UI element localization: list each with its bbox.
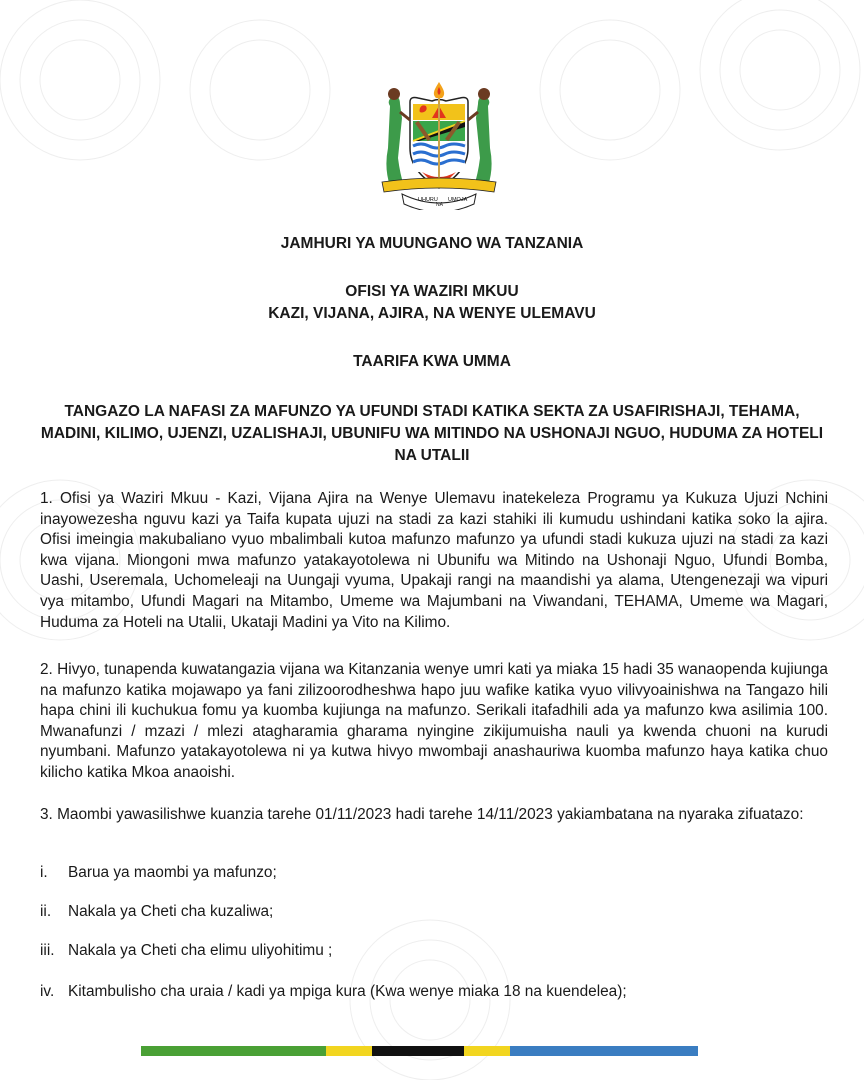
list-item-text: Nakala ya Cheti cha elimu uliyohitimu ; (68, 942, 333, 959)
paragraph-3: 3. Maombi yawasilishwe kuanzia tarehe 01/11/2023 hadi tarehe 14/11/2023 yakiambatana na nyaraka zifuatazo: (40, 806, 804, 823)
list-item-text: Barua ya maombi ya mafunzo; (68, 864, 277, 881)
flag-bar-blue (510, 1046, 698, 1056)
list-numeral: iv. (40, 983, 55, 1000)
office-line-1: OFISI YA WAZIRI MKUU (345, 283, 519, 300)
list-item-text: Kitambulisho cha uraia / kadi ya mpiga kura (Kwa wenye miaka 18 na kuendelea); (68, 983, 627, 1000)
office-line-2: KAZI, VIJANA, AJIRA, NA WENYE ULEMAVU (268, 305, 596, 322)
flag-bar-black (372, 1046, 464, 1056)
emblem-ribbon-left-text: UHURU (418, 197, 438, 203)
office-heading (40, 281, 824, 325)
list-numeral: i. (40, 864, 48, 881)
list-item-text: Nakala ya Cheti cha kuzaliwa; (68, 903, 274, 920)
announcement-title: TANGAZO LA NAFASI ZA MAFUNZO YA UFUNDI STADI KATIKA SEKTA ZA USAFIRISHAJI, TEHAMA, MADINI, KILIMO, UJENZI, UZALISHAJI, UBUNIFU WA MITINDO NA USHONAJI NGUO, HUDUMA ZA HOTELI NA UTALII (40, 403, 824, 464)
flag-bar-yellow-2 (464, 1046, 510, 1056)
list-item (40, 864, 277, 882)
list-numeral: ii. (40, 903, 52, 920)
paragraph-2: 2. Hivyo, tunapenda kuwatangazia vijana wa Kitanzania wenye umri kati ya miaka 15 hadi 35 wanaopenda kujiunga na mafunzo katika mojawapo ya fani zilizoorodheshwa hapo juu wafike katika vyuo vilivyoainishwa na Tangazo hili hapa chini ili kuchukua fomu ya kuomba kujiunga na mafunzo. Serikali itafadhili ada ya mafunzo kwa asilimia 100. Mwanafunzi / mzazi / mlezi atagharamia gharama nyingine zikijumuisha nauli ya kwenda chuoni na kurudi nyumbani. Mafunzo yatakayotolewa ni ya kutwa hivyo mwombaji anashauriwa kuomba mafunzo haya katika chuo kilicho katika Mkoa anaoishi. (40, 661, 828, 781)
list-numeral: iii. (40, 942, 55, 959)
coat-of-arms-emblem (376, 78, 502, 210)
emblem-ribbon-middle-text: NA (436, 202, 443, 208)
list-item (40, 903, 273, 921)
emblem-ribbon-right-text: UMOJA (448, 197, 468, 203)
paragraph-1: 1. Ofisi ya Waziri Mkuu - Kazi, Vijana Ajira na Wenye Ulemavu inatekeleza Programu ya Kukuza Ujuzi Nchini inayowezesha nguvu kazi ya Taifa kupata ujuzi na stadi za kazi stahiki ili kumudu ushindani katika soko la ajira. Ofisi imeingia makubaliano vyuo mbalimbali kutoa mafunzo mafunzo ya ufundi stadi kukuza ujuzi na stadi za kazi kwa vijana. Miongoni mwa mafunzo yatakayotolewa ni Ubunifu wa Mitindo na Ushonaji Nguo, Ufundi Bomba, Uashi, Useremala, Uchomeleaji na Uungaji vyuma, Upakaji rangi na maandishi ya alama, Utengenezaji wa vipuri vya mitambo, Ufundi Magari na Mitambo, Umeme wa Majumbani na Viwandani, TEHAMA, Umeme wa Magari, Huduma za Hoteli na Utalii, Ukataji Madini ya Vito na Kilimo. (40, 490, 828, 631)
notice-type-heading: TAARIFA KWA UMMA (353, 353, 511, 370)
flag-bar-green (141, 1046, 326, 1056)
republic-heading: JAMHURI YA MUUNGANO WA TANZANIA (280, 235, 584, 252)
flag-color-bar (141, 1046, 698, 1056)
list-item (40, 983, 627, 1001)
flag-bar-yellow (326, 1046, 372, 1056)
list-item (40, 942, 332, 960)
